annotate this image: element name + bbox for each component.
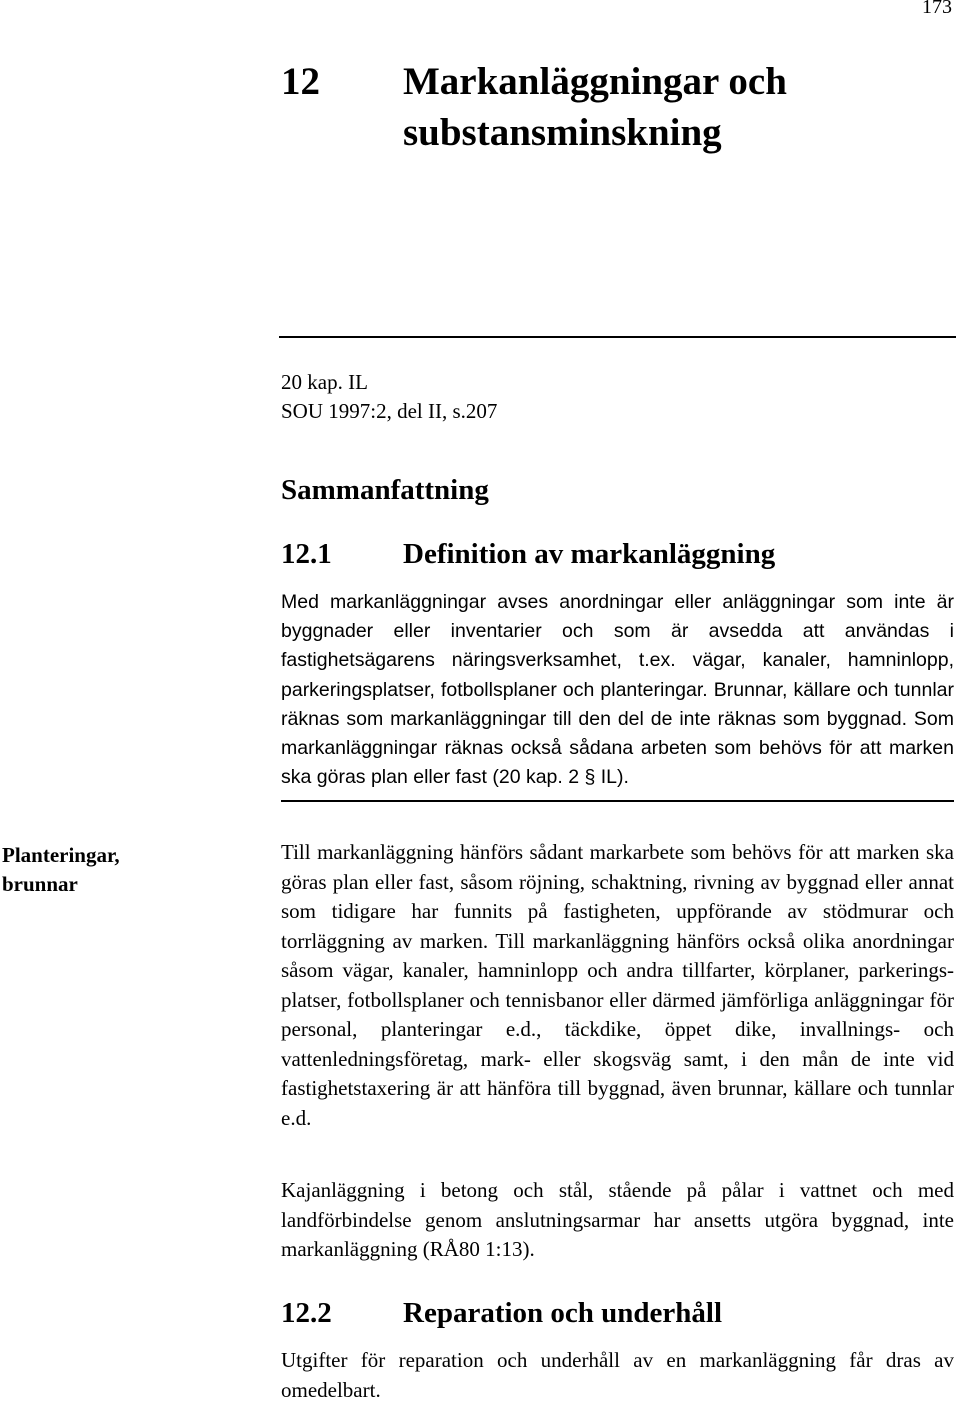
- section-title: Definition av markanläggning: [403, 538, 776, 570]
- section-heading-12-2: [281, 1297, 951, 1330]
- page-number: 173: [922, 0, 952, 18]
- section-heading-12-1: [281, 538, 951, 571]
- divider: [279, 336, 956, 338]
- summary-heading: Sammanfattning: [281, 474, 489, 506]
- reference-line-1: 20 kap. IL: [281, 370, 368, 394]
- chapter-title-line2: substansminskning: [403, 111, 722, 154]
- legal-reference: [281, 368, 497, 426]
- section-number: 12.1: [281, 538, 332, 570]
- reference-line-2: SOU 1997:2, del II, s.207: [281, 399, 498, 423]
- section-title: Reparation och underhåll: [403, 1297, 723, 1329]
- summary-text: Med markanläggningar avses anordningar eller anläggningar som inte är byggnader eller inventarier och som är avsedda att användas i fastighetsägarens näringsverksamhet, t.ex. vägar, kanaler, hamninlopp, parkeringsplatser, fotbollsplaner och planteringar. Brunnar, källare och tunnlar räknas som markanläggningar till den del de inte räknas som byggnad. Som markanläggningar räknas också sådana arbeten som behövs för att marken ska göras plan eller fast (20 kap. 2 § IL).: [281, 588, 954, 798]
- chapter-title-line1: Markanläggningar och: [403, 60, 787, 103]
- chapter-heading: [281, 56, 941, 158]
- body-paragraph-1: Till markanläggning hänförs sådant markarbete som behövs för att marken ska göras plan eller fast, såsom röjning, schaktning, rivning av byggnad eller annat som tidigare har funnits på fastigheten, uppförande av stödmurar och torrläggning av marken. Till markanläggning hänförs också olika anordningar såsom vägar, kanaler, hamninlopp och andra tillfarter, körplaner, parkeringsplatser, fotbollsplaner och tennisbanor eller därmed jämförliga anläggningar för personal, planteringar e.d., täckdike, öppet dike, invallnings- och vattenledningsföretag, mark- eller skogsväg samt, i den mån de inte vid fastighetstaxering är att hänföra till byggnad, även brunnar, källare och tunnlar e.d.: [281, 840, 954, 1130]
- chapter-number: 12: [281, 60, 320, 103]
- margin-note: Planteringar, brunnar: [2, 843, 120, 896]
- body-paragraph-3: Utgifter för reparation och underhåll av en markanläggning får dras av omedelbart.: [281, 1348, 954, 1402]
- body-paragraph-2: Kajanläggning i betong och stål, stående på pålar i vattnet och med landförbindelse genom anslutningsarmar har ansetts utgöra byggnad, inte markanläggning (RÅ80 1:13).: [281, 1178, 954, 1261]
- section-number: 12.2: [281, 1297, 332, 1329]
